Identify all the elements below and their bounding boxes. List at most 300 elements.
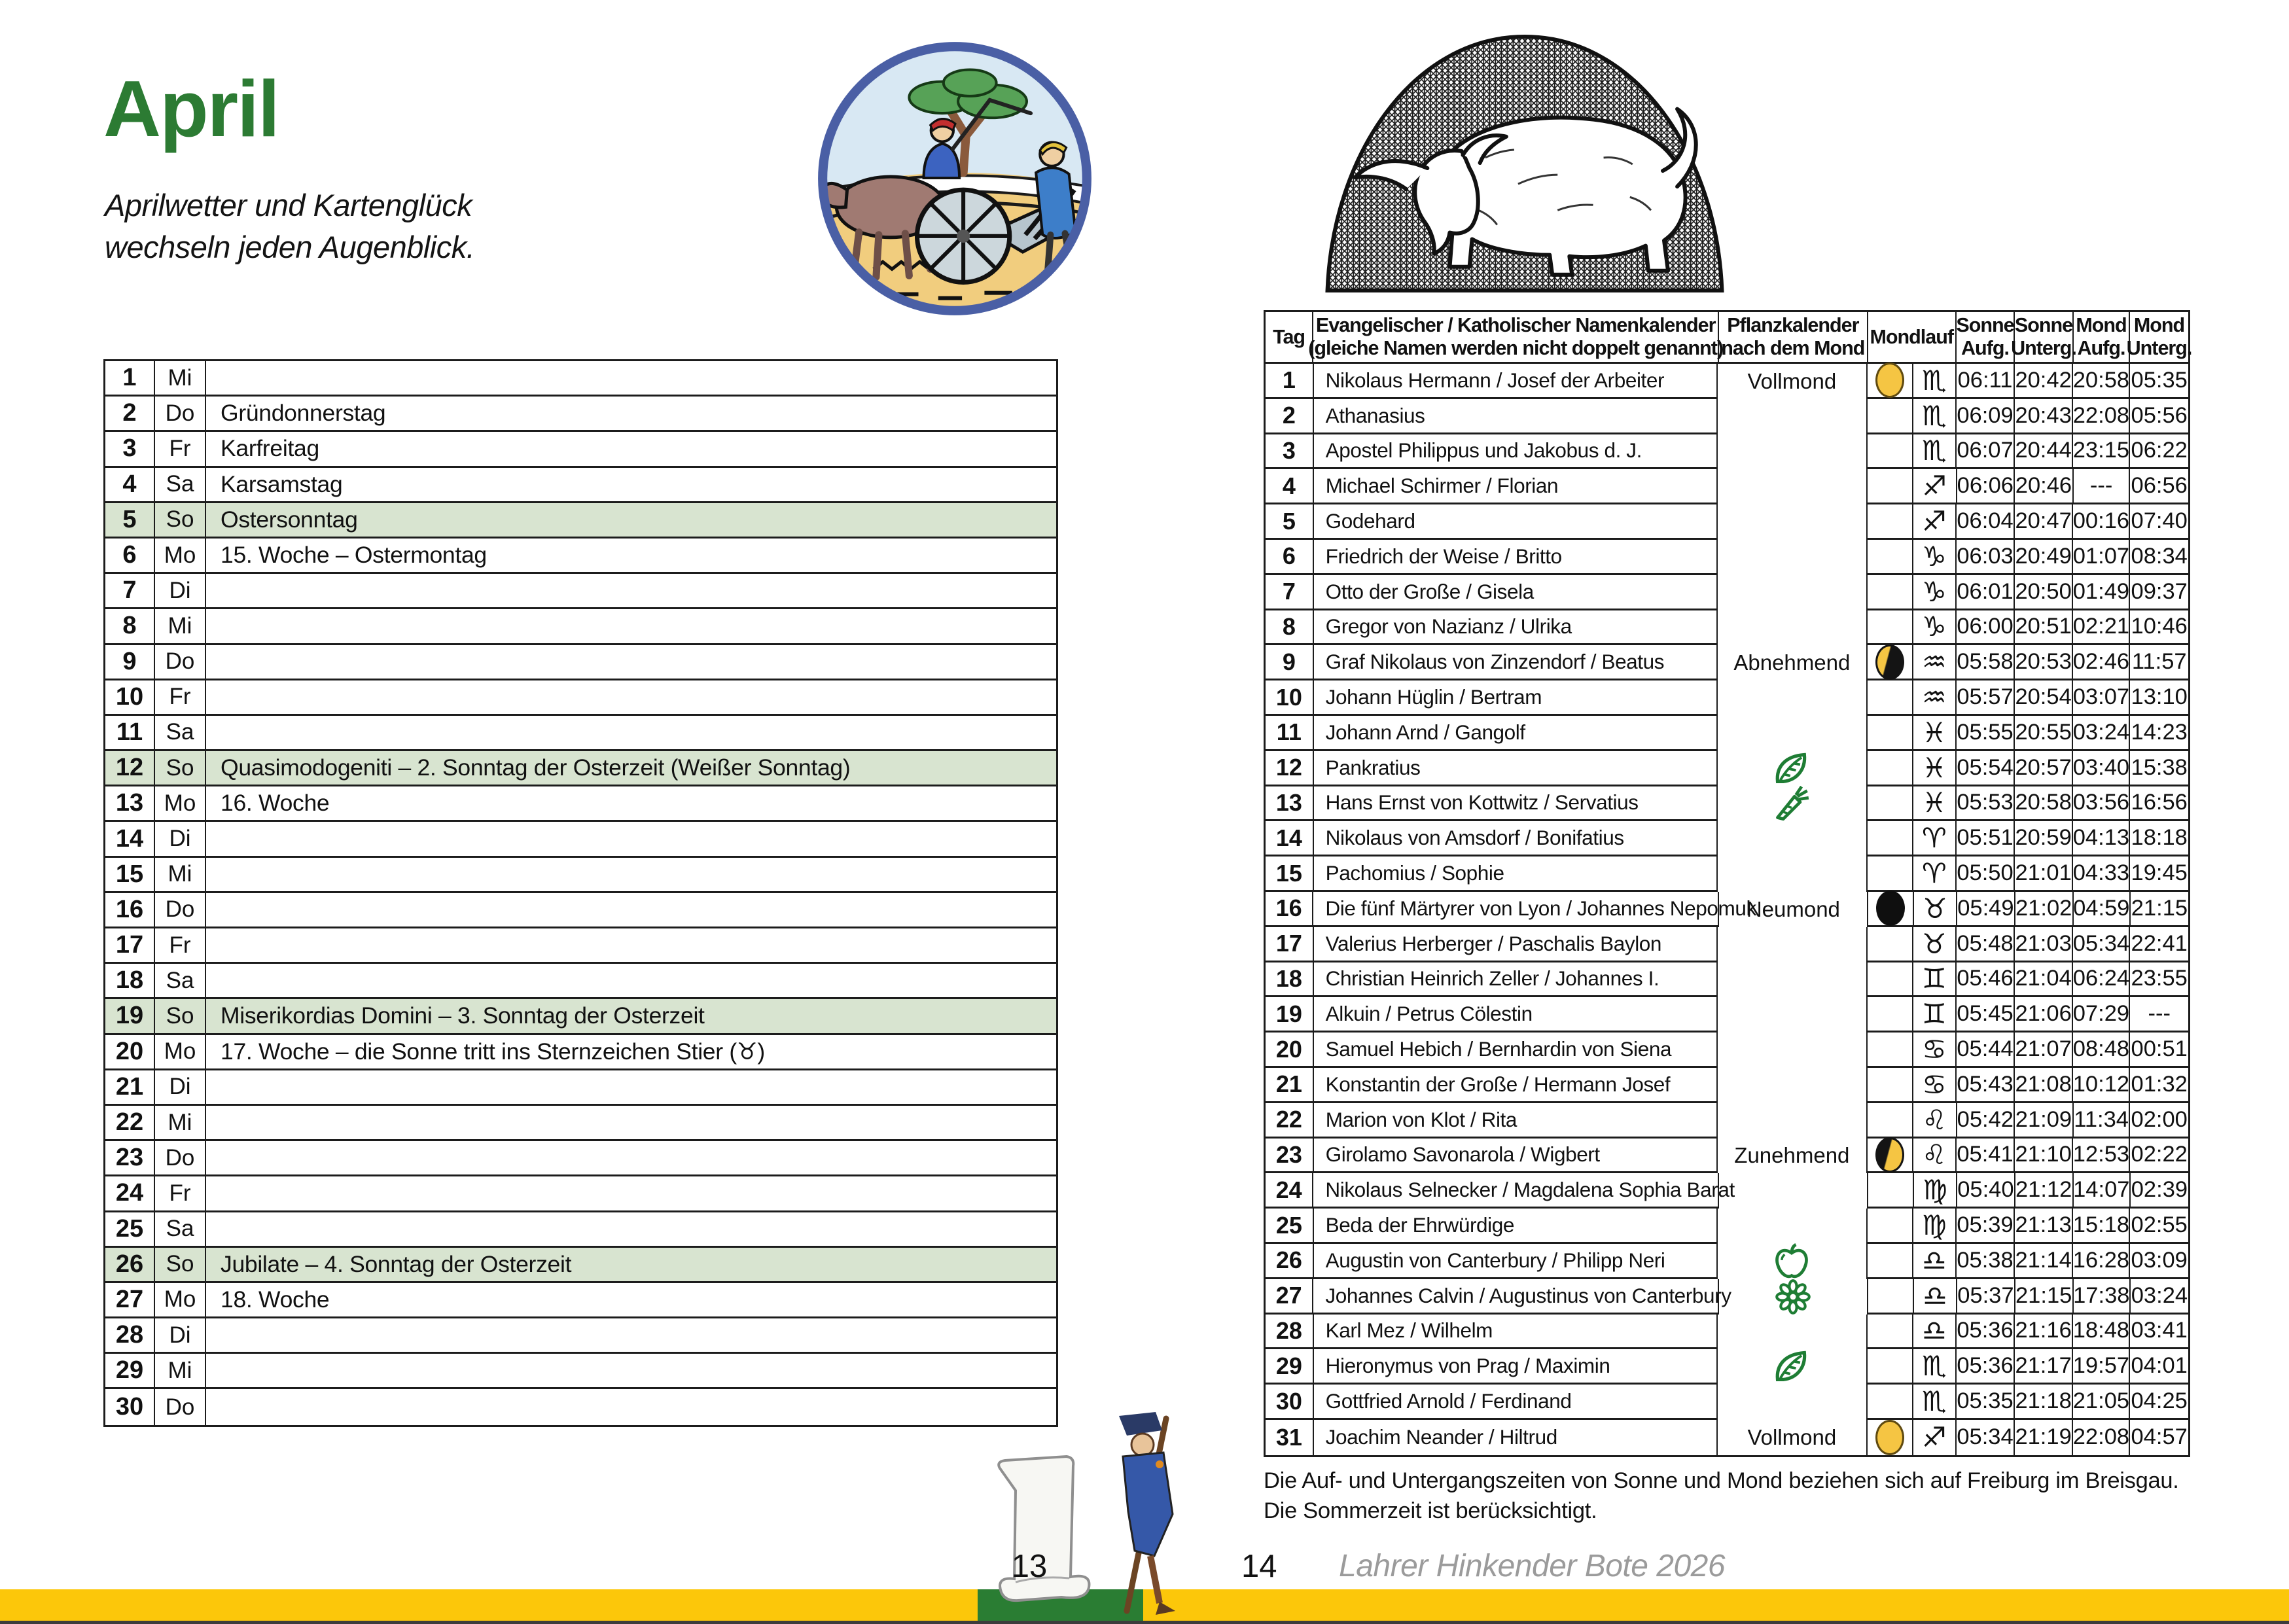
moonset-time: 22:41	[2130, 927, 2188, 962]
day-entry	[206, 716, 1056, 749]
sunrise-time: 06:06	[1957, 469, 2015, 504]
moon-phase-cell	[1868, 1173, 1913, 1209]
day-number: 16	[1266, 892, 1313, 927]
day-number: 23	[105, 1141, 155, 1174]
weekday-label: Mi	[155, 609, 206, 643]
moonset-time: 09:37	[2130, 575, 2188, 610]
day-number: 7	[1266, 575, 1314, 610]
sunset-time: 21:14	[2015, 1244, 2074, 1279]
calendar-row	[105, 1176, 1056, 1212]
pflanzkalender-cell	[1718, 680, 1868, 716]
day-number: 30	[1266, 1385, 1314, 1420]
day-number: 16	[105, 893, 155, 927]
day-entry: Jubilate – 4. Sonntag der Osterzeit	[221, 1250, 572, 1277]
sunrise-time: 05:54	[1957, 751, 2015, 786]
proverb-line-2: wechseln jeden Augenblick.	[105, 230, 475, 264]
page-number-left: 13	[1011, 1549, 1048, 1584]
moonrise-time: 12:53	[2073, 1139, 2130, 1174]
name-day-entry: Nikolaus Hermann / Josef der Arbeiter	[1314, 364, 1718, 399]
name-day-entry: Valerius Herberger / Paschalis Baylon	[1314, 927, 1718, 962]
moon-phase-label: Vollmond	[1747, 368, 1837, 393]
moonrise-time: 10:12	[2073, 1068, 2130, 1103]
zodiac-sign: ♍	[1914, 1173, 1957, 1209]
day-number: 25	[1266, 1209, 1314, 1244]
zodiac-sign: ♌	[1913, 1139, 1957, 1174]
moon-phase-cell	[1868, 716, 1913, 751]
pflanzkalender-cell	[1718, 645, 1868, 680]
weekday-label: Fr	[155, 928, 206, 962]
page-number-right: 14	[1241, 1549, 1277, 1584]
calendar-row	[105, 680, 1056, 716]
sunset-time: 20:44	[2015, 434, 2074, 470]
calendar-row-sunday	[105, 751, 1056, 786]
sunrise-time: 05:43	[1957, 1068, 2015, 1103]
moonset-time: 10:46	[2130, 610, 2188, 646]
weekday-label: Mo	[155, 1035, 206, 1068]
footnote-line-1: Die Auf- und Untergangszeiten von Sonne und Mond beziehen sich auf Freiburg im Breisgau.	[1264, 1468, 2179, 1493]
moonset-time: 14:23	[2130, 716, 2188, 751]
moonrise-time: 11:34	[2074, 1103, 2131, 1139]
table-row	[1266, 856, 2188, 892]
sunrise-time: 05:36	[1957, 1349, 2015, 1385]
day-number: 27	[1266, 1279, 1313, 1315]
calendar-row	[105, 964, 1056, 999]
table-row	[1266, 1173, 2188, 1209]
weekday-label: Mi	[155, 1106, 206, 1139]
day-number: 18	[105, 964, 155, 997]
weekday-label: Sa	[155, 468, 206, 501]
moonrise-time: 03:07	[2073, 680, 2130, 716]
sunset-time: 21:10	[2015, 1139, 2074, 1174]
moon-phase-cell	[1868, 575, 1913, 610]
moonrise-time: 22:08	[2073, 399, 2130, 434]
moon-phase-cell	[1868, 540, 1913, 575]
day-number: 2	[105, 397, 155, 430]
moon-phase-cell	[1868, 892, 1913, 927]
moonrise-time: 15:18	[2073, 1209, 2130, 1244]
sunset-time: 20:50	[2015, 575, 2074, 610]
weekday-label: Mo	[155, 1283, 206, 1316]
name-day-entry: Johannes Calvin / Augustinus von Canterbury	[1313, 1279, 1719, 1315]
day-number: 30	[105, 1389, 155, 1424]
pflanzkalender-cell	[1718, 1103, 1868, 1139]
weekday-label: Do	[155, 1141, 206, 1174]
pflanzkalender-cell	[1718, 1349, 1868, 1385]
calendar-row	[105, 822, 1056, 857]
carrot-icon	[1773, 785, 1810, 822]
moon-phase-cell	[1868, 786, 1913, 822]
sunrise-time: 06:11	[1957, 364, 2015, 399]
calendar-row-sunday	[105, 999, 1056, 1034]
day-number: 13	[1266, 786, 1314, 822]
table-row	[1266, 1103, 2188, 1139]
zodiac-sign: ♉	[1913, 927, 1957, 962]
calendar-row	[105, 1212, 1056, 1248]
day-entry	[206, 1070, 1056, 1104]
table-row	[1266, 645, 2188, 680]
moonrise-time: 01:07	[2073, 540, 2130, 575]
header-sonne-untergang: Sonne Unterg.	[2015, 312, 2074, 364]
moonset-time: 02:00	[2130, 1103, 2188, 1139]
table-row	[1266, 892, 2188, 927]
weekday-label: Di	[155, 1070, 206, 1104]
day-entry	[206, 1106, 1056, 1139]
moonset-time: 08:34	[2130, 540, 2188, 575]
moonrise-time: 20:58	[2073, 364, 2130, 399]
apple-icon	[1773, 1243, 1810, 1280]
pflanzkalender-cell	[1718, 786, 1868, 822]
moonset-time: 07:40	[2130, 504, 2188, 540]
day-number: 14	[1266, 821, 1314, 856]
day-number: 25	[105, 1212, 155, 1246]
day-number: 26	[1266, 1244, 1314, 1279]
moon-phase-label: Vollmond	[1747, 1424, 1837, 1449]
zodiac-sign: ♎	[1913, 1244, 1957, 1279]
sunset-time: 20:57	[2015, 751, 2074, 786]
moonset-time: ---	[2130, 997, 2188, 1033]
bottom-edge-line	[0, 1621, 2289, 1624]
table-row	[1266, 716, 2188, 751]
sunset-time: 21:15	[2015, 1279, 2074, 1315]
name-day-entry: Nikolaus Selnecker / Magdalena Sophia Barat	[1313, 1173, 1719, 1209]
sunset-time: 21:16	[2015, 1315, 2074, 1350]
name-day-entry: Graf Nikolaus von Zinzendorf / Beatus	[1314, 645, 1718, 680]
calendar-row	[105, 432, 1056, 467]
day-entry: 15. Woche – Ostermontag	[221, 542, 487, 569]
name-day-entry: Michael Schirmer / Florian	[1314, 469, 1718, 504]
sunrise-time: 05:50	[1957, 856, 2015, 892]
sunrise-time: 06:01	[1957, 575, 2015, 610]
sunrise-time: 05:37	[1957, 1279, 2015, 1315]
moon-phase-label: Neumond	[1746, 896, 1840, 921]
day-number: 18	[1266, 962, 1314, 998]
zodiac-sign: ♋	[1913, 1068, 1957, 1103]
sunrise-time: 05:40	[1957, 1173, 2015, 1209]
weekday-label: Do	[155, 893, 206, 927]
moonrise-time: 19:57	[2073, 1349, 2130, 1385]
name-day-entry: Beda der Ehrwürdige	[1314, 1209, 1718, 1244]
sunrise-time: 05:51	[1957, 821, 2015, 856]
name-day-entry: Godehard	[1314, 504, 1718, 540]
day-number: 24	[1266, 1173, 1313, 1209]
day-entry: Karsamstag	[221, 470, 343, 497]
name-day-entry: Hieronymus von Prag / Maximin	[1314, 1349, 1718, 1385]
sunset-time: 21:09	[2015, 1103, 2074, 1139]
calendar-row	[105, 397, 1056, 432]
zodiac-sign: ♈	[1913, 821, 1957, 856]
pflanzkalender-cell	[1718, 927, 1868, 962]
weekday-label: Di	[155, 574, 206, 607]
name-day-entry: Konstantin der Große / Hermann Josef	[1314, 1068, 1718, 1103]
day-entry: Karfreitag	[221, 435, 319, 462]
day-number: 15	[1266, 856, 1314, 892]
weekday-label: So	[155, 999, 206, 1033]
pflanzkalender-cell	[1718, 575, 1868, 610]
pflanzkalender-cell	[1719, 892, 1868, 927]
moon-phase-cell	[1868, 469, 1913, 504]
table-row	[1266, 1420, 2188, 1455]
moonrise-time: 06:24	[2073, 962, 2130, 998]
pflanzkalender-cell	[1718, 610, 1868, 646]
name-day-entry: Athanasius	[1314, 399, 1718, 434]
sunrise-time: 05:45	[1957, 997, 2015, 1033]
sunrise-time: 05:49	[1957, 892, 2015, 927]
sunrise-time: 05:44	[1957, 1033, 2015, 1068]
name-day-entry: Otto der Große / Gisela	[1314, 575, 1718, 610]
moonrise-time: 04:59	[2074, 892, 2131, 927]
weekday-label: Fr	[155, 432, 206, 465]
day-entry	[206, 928, 1056, 962]
name-day-entry: Christian Heinrich Zeller / Johannes I.	[1314, 962, 1718, 998]
sunset-time: 21:08	[2015, 1068, 2074, 1103]
day-number: 27	[105, 1283, 155, 1316]
sunrise-time: 05:34	[1957, 1420, 2015, 1455]
pflanzkalender-cell	[1718, 540, 1868, 575]
pflanzkalender-cell	[1718, 716, 1868, 751]
zodiac-sign: ♏	[1913, 1349, 1957, 1385]
zodiac-sign: ♓	[1913, 786, 1957, 822]
name-day-entry: Joachim Neander / Hiltrud	[1314, 1420, 1718, 1455]
day-entry	[206, 822, 1056, 855]
sunrise-time: 05:57	[1957, 680, 2015, 716]
moonset-time: 00:51	[2130, 1033, 2188, 1068]
day-number: 14	[105, 822, 155, 855]
pflanzkalender-cell	[1718, 1033, 1868, 1068]
moonset-time: 03:24	[2131, 1279, 2188, 1315]
zodiac-sign: ♏	[1913, 1385, 1957, 1420]
sunrise-time: 05:48	[1957, 927, 2015, 962]
moonset-time: 04:57	[2131, 1424, 2188, 1450]
sunset-time: 21:07	[2015, 1033, 2074, 1068]
table-row	[1266, 1209, 2188, 1244]
day-number: 12	[105, 751, 155, 785]
calendar-row	[105, 609, 1056, 644]
taurus-bull-illustration	[1321, 26, 1729, 301]
leaf-icon	[1773, 750, 1810, 787]
calendar-row	[105, 1141, 1056, 1176]
moon-phase-cell	[1868, 364, 1913, 399]
moonset-time: 02:55	[2130, 1209, 2188, 1244]
sunset-time: 21:06	[2015, 997, 2074, 1033]
name-day-entry: Apostel Philippus und Jakobus d. J.	[1314, 434, 1718, 470]
table-row	[1266, 399, 2188, 434]
day-number: 29	[1266, 1349, 1314, 1385]
pflanzkalender-cell	[1718, 469, 1868, 504]
table-row	[1266, 434, 2188, 470]
zodiac-sign: ♒	[1913, 645, 1957, 680]
day-entry: Quasimodogeniti – 2. Sonntag der Osterzeit (Weißer Sonntag)	[221, 754, 851, 781]
moonset-time: 04:01	[2130, 1349, 2188, 1385]
zodiac-sign: ♏	[1913, 364, 1957, 399]
month-calendar	[103, 359, 1058, 1427]
zodiac-sign: ♎	[1914, 1279, 1957, 1315]
pflanzkalender-cell	[1718, 962, 1868, 998]
header-mond-untergang: Mond Unterg.	[2130, 312, 2188, 364]
weekday-label: Sa	[155, 1212, 206, 1246]
day-entry	[206, 1318, 1056, 1352]
moonrise-time: 05:34	[2073, 927, 2130, 962]
weekday-label: Mo	[155, 786, 206, 820]
day-entry	[206, 893, 1056, 927]
zodiac-sign: ♑	[1913, 575, 1957, 610]
weekday-label: Mo	[155, 538, 206, 572]
month-proverb	[105, 185, 474, 268]
calendar-row	[105, 1354, 1056, 1389]
sunset-time: 21:18	[2015, 1385, 2074, 1420]
day-number: 19	[1266, 997, 1314, 1033]
moon-phase-cell	[1868, 751, 1913, 786]
left-calendar-body	[105, 361, 1056, 1425]
table-row	[1266, 1349, 2188, 1385]
zodiac-sign: ♓	[1913, 716, 1957, 751]
new-moon-icon	[1876, 891, 1905, 926]
moonrise-time: 23:15	[2073, 434, 2130, 470]
moonrise-time: 02:21	[2073, 610, 2130, 646]
day-entry: 17. Woche – die Sonne tritt ins Sternzeichen Stier (♉)	[221, 1038, 765, 1065]
header-tag: Tag	[1266, 312, 1313, 364]
sunrise-time: 05:42	[1957, 1103, 2015, 1139]
moonrise-time: 17:38	[2074, 1279, 2131, 1315]
weekday-label: Sa	[155, 716, 206, 749]
moonrise-time: 14:07	[2074, 1173, 2131, 1209]
day-number: 2	[1266, 399, 1314, 434]
pflanzkalender-cell	[1718, 1244, 1868, 1279]
name-day-entry: Samuel Hebich / Bernhardin von Siena	[1314, 1033, 1718, 1068]
day-entry	[206, 1354, 1056, 1387]
table-row	[1266, 575, 2188, 610]
leaf-icon	[1773, 1349, 1810, 1385]
day-number: 5	[105, 503, 155, 537]
calendar-row	[105, 1283, 1056, 1318]
day-number: 17	[1266, 927, 1314, 962]
table-row	[1266, 540, 2188, 575]
name-day-entry: Die fünf Märtyrer von Lyon / Johannes Nepomuk	[1313, 892, 1719, 927]
moonset-time: 18:18	[2130, 821, 2188, 856]
weekday-label: Do	[155, 397, 206, 430]
day-number: 20	[105, 1035, 155, 1068]
name-day-entry: Augustin von Canterbury / Philipp Neri	[1314, 1244, 1718, 1279]
table-row	[1266, 680, 2188, 716]
moon-phase-label: Zunehmend	[1734, 1143, 1850, 1168]
weekday-label: Do	[155, 1389, 206, 1424]
name-day-entry: Johann Hüglin / Bertram	[1314, 680, 1718, 716]
table-row	[1266, 1244, 2188, 1279]
moonrise-time: 04:33	[2073, 856, 2130, 892]
day-number: 5	[1266, 504, 1314, 540]
moon-phase-cell	[1868, 997, 1913, 1033]
weekday-label: Di	[155, 1318, 206, 1352]
moonset-time: 19:45	[2130, 856, 2188, 892]
weekday-label: So	[155, 1248, 206, 1281]
name-day-entry: Pankratius	[1314, 751, 1718, 786]
moonset-time: 06:22	[2130, 434, 2188, 470]
calendar-row	[105, 1070, 1056, 1106]
pflanzkalender-cell	[1718, 434, 1868, 470]
sunrise-time: 06:09	[1957, 399, 2015, 434]
moon-phase-cell	[1868, 1103, 1913, 1139]
sunset-time: 20:53	[2015, 645, 2074, 680]
header-namenkalender: Evangelischer / Katholischer Namenkalender (gleiche Namen werden nicht doppelt genannt)	[1313, 312, 1719, 364]
calendar-row	[105, 468, 1056, 503]
day-number: 21	[105, 1070, 155, 1104]
calendar-row	[105, 1106, 1056, 1141]
day-number: 1	[1266, 364, 1314, 399]
table-row	[1266, 504, 2188, 540]
header-sonne-aufgang: Sonne Aufg.	[1957, 312, 2015, 364]
day-number: 9	[1266, 645, 1314, 680]
sunrise-time: 05:55	[1957, 716, 2015, 751]
calendar-row	[105, 645, 1056, 680]
sunset-time: 20:58	[2015, 786, 2074, 822]
flower-icon	[1775, 1279, 1811, 1315]
day-number: 22	[105, 1106, 155, 1139]
name-day-entry: Girolamo Savonarola / Wigbert	[1314, 1139, 1718, 1174]
sunrise-time: 05:36	[1957, 1315, 2015, 1350]
zodiac-sign: ♋	[1913, 1033, 1957, 1068]
name-day-entry: Alkuin / Petrus Cölestin	[1314, 997, 1718, 1033]
sunset-time: 20:54	[2015, 680, 2074, 716]
moonrise-time: 02:46	[2073, 645, 2130, 680]
moonrise-time: 21:05	[2073, 1385, 2130, 1420]
day-number: 29	[105, 1354, 155, 1387]
zodiac-sign: ♐	[1913, 1420, 1957, 1455]
moonrise-time: 22:08	[2073, 1420, 2130, 1455]
sunset-time: 21:02	[2015, 892, 2074, 927]
moonrise-time: 03:24	[2073, 716, 2130, 751]
moon-phase-cell	[1868, 1139, 1913, 1174]
moon-phase-cell	[1868, 1244, 1913, 1279]
pflanzkalender-cell	[1718, 856, 1868, 892]
day-number: 28	[105, 1318, 155, 1352]
moon-phase-cell	[1868, 504, 1913, 540]
zodiac-sign: ♊	[1913, 962, 1957, 998]
table-row	[1266, 821, 2188, 856]
table-row	[1266, 997, 2188, 1033]
sunset-time: 21:04	[2015, 962, 2074, 998]
day-entry: 16. Woche	[221, 790, 330, 817]
full-moon-icon	[1875, 1420, 1904, 1455]
sunset-time: 21:13	[2015, 1209, 2074, 1244]
name-day-entry: Nikolaus von Amsdorf / Bonifatius	[1314, 821, 1718, 856]
table-row	[1266, 1068, 2188, 1103]
moon-phase-cell	[1868, 1315, 1913, 1350]
day-number: 11	[105, 716, 155, 749]
weekday-label: Fr	[155, 1176, 206, 1210]
day-entry	[206, 858, 1056, 891]
name-day-entry: Johann Arnd / Gangolf	[1314, 716, 1718, 751]
sunrise-time: 05:35	[1957, 1385, 2015, 1420]
pflanzkalender-cell	[1719, 1173, 1868, 1209]
name-calendar-body	[1266, 364, 2188, 1455]
pflanzkalender-cell	[1718, 1385, 1868, 1420]
moon-phase-label: Abnehmend	[1733, 650, 1851, 675]
weekday-label: Fr	[155, 680, 206, 714]
sunset-time: 20:43	[2015, 399, 2074, 434]
proverb-line-1: Aprilwetter und Kartenglück	[105, 188, 472, 222]
calendar-row	[105, 716, 1056, 751]
zodiac-sign: ♑	[1913, 540, 1957, 575]
table-row	[1266, 1385, 2188, 1420]
page-title: April	[103, 64, 279, 153]
table-row	[1266, 1033, 2188, 1068]
day-number: 19	[105, 999, 155, 1033]
name-calendar-header	[1266, 312, 2192, 364]
moon-phase-cell	[1868, 1349, 1913, 1385]
calendar-row	[105, 538, 1056, 574]
sunset-time: 21:12	[2015, 1173, 2074, 1209]
header-mond-aufgang: Mond Aufg.	[2074, 312, 2130, 364]
moon-phase-cell	[1868, 1279, 1913, 1315]
